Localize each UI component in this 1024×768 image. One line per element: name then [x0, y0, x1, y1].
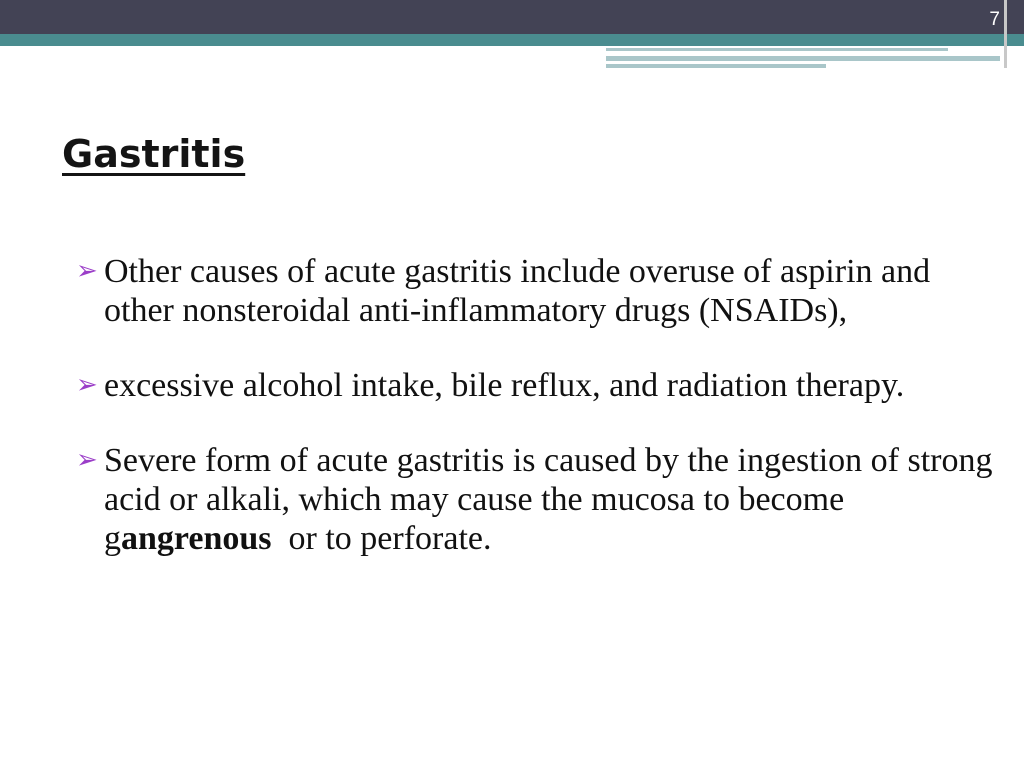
slide-number: 7	[989, 9, 1000, 30]
bullet-item	[76, 252, 996, 330]
accent-band	[0, 34, 1024, 46]
bullet-item	[76, 441, 996, 558]
decor-line	[606, 64, 826, 68]
decor-line	[606, 56, 1000, 61]
bullet-text: excessive alcohol intake, bile reflux, and radiation therapy.	[104, 367, 905, 404]
arrow-bullet-icon: ➢	[76, 445, 98, 475]
decor-vertical-line	[1004, 0, 1007, 68]
header-band	[0, 0, 1024, 34]
slide-title: Gastritis	[62, 132, 246, 176]
bullet-text: Severe form of acute gastritis is caused by the ingestion of strong acid or alkali, which may cause the mucosa to become g	[104, 442, 993, 557]
arrow-bullet-icon: ➢	[76, 370, 98, 400]
bullet-text: Other causes of acute gastritis include overuse of aspirin and other nonsteroidal anti-inflammatory drugs (NSAIDs),	[104, 253, 931, 329]
bullet-list	[76, 252, 996, 594]
bullet-item	[76, 366, 996, 405]
emphasized-text: angrenous	[121, 520, 272, 557]
bullet-text-tail: or to perforate.	[271, 520, 492, 557]
decor-line	[606, 48, 948, 51]
arrow-bullet-icon: ➢	[76, 256, 98, 286]
